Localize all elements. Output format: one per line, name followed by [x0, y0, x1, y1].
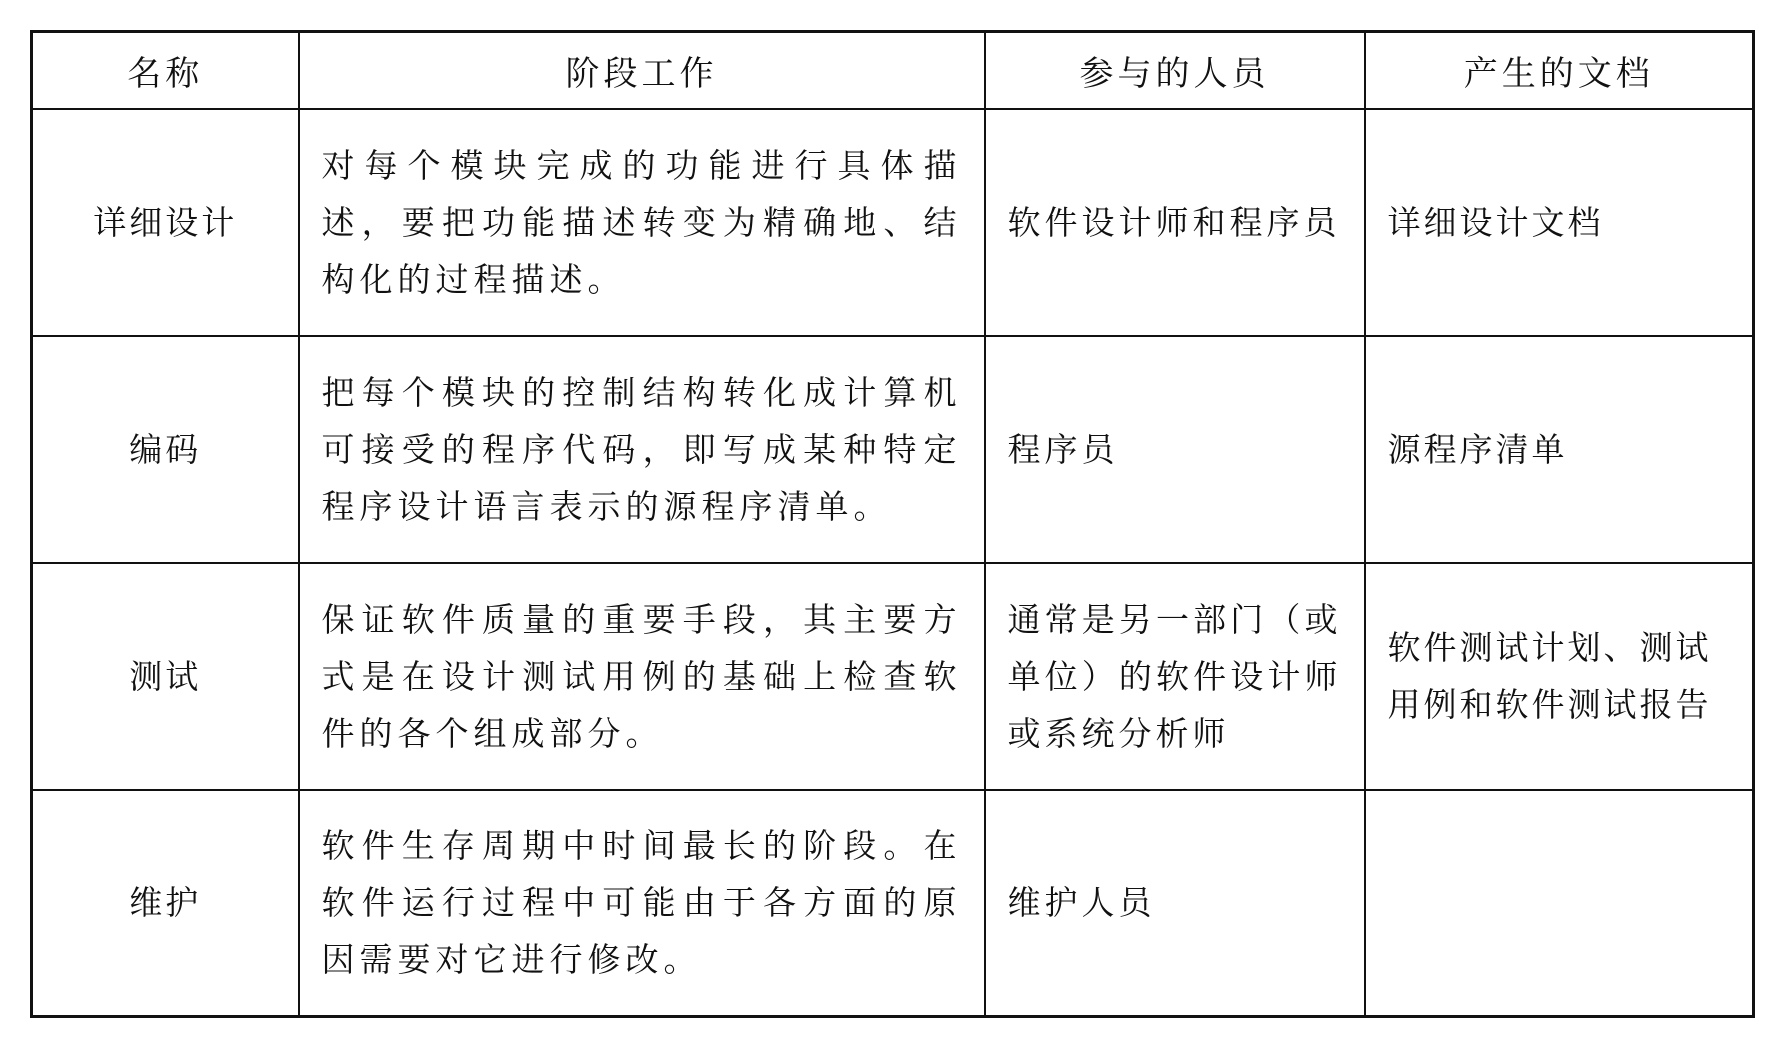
header-work: 阶段工作 [299, 32, 985, 109]
cell-people: 通常是另一部门（或单位）的软件设计师或系统分析师 [985, 563, 1365, 790]
cell-people: 软件设计师和程序员 [985, 109, 1365, 336]
stage-table [30, 30, 1755, 1018]
cell-work: 保证软件质量的重要手段，其主要方式是在设计测试用例的基础上检查软件的各个组成部分。 [299, 563, 985, 790]
header-docs: 产生的文档 [1365, 32, 1754, 109]
table-row [32, 109, 1754, 336]
table-row [32, 790, 1754, 1017]
cell-docs: 详细设计文档 [1365, 109, 1754, 336]
cell-work: 软件生存周期中时间最长的阶段。在软件运行过程中可能由于各方面的原因需要对它进行修改。 [299, 790, 985, 1017]
cell-name: 详细设计 [32, 109, 299, 336]
cell-docs [1365, 790, 1754, 1017]
cell-work: 把每个模块的控制结构转化成计算机可接受的程序代码，即写成某种特定程序设计语言表示的源程序清单。 [299, 336, 985, 563]
header-name: 名称 [32, 32, 299, 109]
table-row [32, 563, 1754, 790]
cell-docs: 软件测试计划、测试用例和软件测试报告 [1365, 563, 1754, 790]
cell-name: 测试 [32, 563, 299, 790]
cell-docs: 源程序清单 [1365, 336, 1754, 563]
header-people: 参与的人员 [985, 32, 1365, 109]
cell-work: 对每个模块完成的功能进行具体描述，要把功能描述转变为精确地、结构化的过程描述。 [299, 109, 985, 336]
cell-name: 维护 [32, 790, 299, 1017]
cell-people: 维护人员 [985, 790, 1365, 1017]
table-row [32, 336, 1754, 563]
table-header-row [32, 32, 1754, 109]
cell-people: 程序员 [985, 336, 1365, 563]
cell-name: 编码 [32, 336, 299, 563]
